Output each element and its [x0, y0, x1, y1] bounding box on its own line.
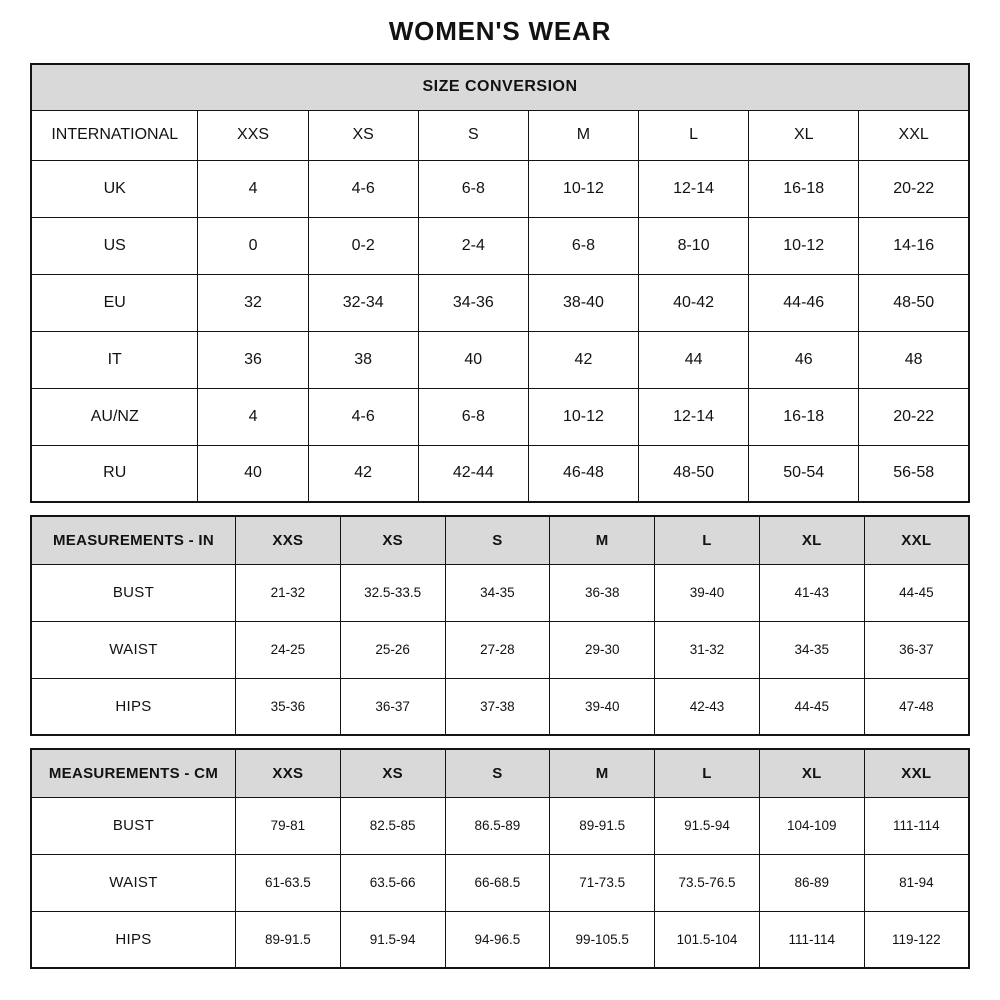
measurements-cm-size-header: XL: [759, 749, 864, 797]
size-conversion-row-label: RU: [31, 445, 198, 502]
measurements-cm-header-row: [31, 749, 969, 797]
size-conversion-value-cell: 46: [749, 331, 859, 388]
size-conversion-value-cell: 44: [639, 331, 749, 388]
measurements-in-size-header: M: [550, 516, 655, 564]
size-conversion-value-cell: 6-8: [528, 217, 638, 274]
size-conversion-row-label: AU/NZ: [31, 388, 198, 445]
size-conversion-row: [31, 274, 969, 331]
measurements-cm-value-cell: 61-63.5: [235, 854, 340, 911]
measurements-in-value-cell: 36-37: [864, 621, 969, 678]
size-conversion-body: [31, 160, 969, 502]
size-conversion-value-cell: 12-14: [639, 388, 749, 445]
measurements-cm-value-cell: 111-114: [864, 797, 969, 854]
size-conversion-value-cell: 48-50: [639, 445, 749, 502]
measurements-cm-value-cell: 73.5-76.5: [655, 854, 760, 911]
measurements-cm-size-header: XXL: [864, 749, 969, 797]
measurements-cm-row: [31, 797, 969, 854]
size-conversion-value-cell: 50-54: [749, 445, 859, 502]
measurements-cm-value-cell: 111-114: [759, 911, 864, 968]
size-conversion-value-cell: 38: [308, 331, 418, 388]
size-conversion-value-cell: 8-10: [639, 217, 749, 274]
size-conversion-value-cell: 4: [198, 388, 308, 445]
size-conversion-value-cell: 38-40: [528, 274, 638, 331]
size-conversion-title: SIZE CONVERSION: [31, 64, 969, 110]
measurements-in-value-cell: 42-43: [655, 678, 760, 735]
size-conversion-value-cell: 40: [418, 331, 528, 388]
measurements-cm-row-label: HIPS: [31, 911, 235, 968]
measurements-cm-value-cell: 91.5-94: [655, 797, 760, 854]
size-conversion-value-cell: 14-16: [859, 217, 969, 274]
size-conversion-table: [30, 63, 970, 503]
measurements-in-value-cell: 36-38: [550, 564, 655, 621]
measurements-cm-value-cell: 91.5-94: [340, 911, 445, 968]
measurements-in-value-cell: 36-37: [340, 678, 445, 735]
measurements-in-body: [31, 564, 969, 735]
size-conversion-value-cell: 10-12: [528, 388, 638, 445]
measurements-in-size-header: XXL: [864, 516, 969, 564]
size-conversion-title-row: [31, 64, 969, 110]
size-conversion-value-cell: 2-4: [418, 217, 528, 274]
size-conversion-value-cell: 42-44: [418, 445, 528, 502]
size-conversion-size-header: L: [639, 110, 749, 160]
size-conversion-value-cell: 56-58: [859, 445, 969, 502]
measurements-cm-value-cell: 79-81: [235, 797, 340, 854]
measurements-cm-value-cell: 99-105.5: [550, 911, 655, 968]
measurements-in-row: [31, 621, 969, 678]
measurements-in-value-cell: 44-45: [759, 678, 864, 735]
measurements-in-label-header: MEASUREMENTS - IN: [31, 516, 235, 564]
measurements-in-value-cell: 41-43: [759, 564, 864, 621]
measurements-in-size-header: L: [655, 516, 760, 564]
size-conversion-value-cell: 0-2: [308, 217, 418, 274]
measurements-cm-value-cell: 86.5-89: [445, 797, 550, 854]
measurements-in-value-cell: 47-48: [864, 678, 969, 735]
size-conversion-value-cell: 16-18: [749, 388, 859, 445]
size-conversion-value-cell: 20-22: [859, 388, 969, 445]
size-conversion-value-cell: 42: [308, 445, 418, 502]
size-conversion-row: [31, 331, 969, 388]
measurements-in-value-cell: 39-40: [550, 678, 655, 735]
measurements-in-value-cell: 35-36: [235, 678, 340, 735]
measurements-cm-value-cell: 89-91.5: [550, 797, 655, 854]
measurements-cm-value-cell: 119-122: [864, 911, 969, 968]
size-conversion-value-cell: 44-46: [749, 274, 859, 331]
measurements-in-value-cell: 31-32: [655, 621, 760, 678]
size-conversion-size-header: XXL: [859, 110, 969, 160]
size-conversion-row: [31, 388, 969, 445]
size-conversion-size-header: XXS: [198, 110, 308, 160]
measurements-cm-value-cell: 81-94: [864, 854, 969, 911]
size-conversion-row-label: UK: [31, 160, 198, 217]
size-conversion-row: [31, 445, 969, 502]
measurements-in-value-cell: 37-38: [445, 678, 550, 735]
size-conversion-head: [31, 64, 969, 160]
measurements-in-size-header: XXS: [235, 516, 340, 564]
size-conversion-value-cell: 32: [198, 274, 308, 331]
size-conversion-value-cell: 34-36: [418, 274, 528, 331]
measurements-in-row-label: HIPS: [31, 678, 235, 735]
size-conversion-row-label: IT: [31, 331, 198, 388]
size-conversion-header-row: [31, 110, 969, 160]
size-conversion-size-header: XL: [749, 110, 859, 160]
measurements-cm-value-cell: 94-96.5: [445, 911, 550, 968]
measurements-cm-size-header: M: [550, 749, 655, 797]
measurements-in-value-cell: 32.5-33.5: [340, 564, 445, 621]
measurements-in-value-cell: 44-45: [864, 564, 969, 621]
size-conversion-row: [31, 217, 969, 274]
size-conversion-value-cell: 6-8: [418, 160, 528, 217]
measurements-in-header-row: [31, 516, 969, 564]
measurements-cm-row-label: WAIST: [31, 854, 235, 911]
measurements-cm-value-cell: 63.5-66: [340, 854, 445, 911]
measurements-cm-size-header: L: [655, 749, 760, 797]
size-conversion-value-cell: 42: [528, 331, 638, 388]
measurements-cm-table: [30, 748, 970, 969]
measurements-cm-value-cell: 89-91.5: [235, 911, 340, 968]
size-conversion-value-cell: 10-12: [749, 217, 859, 274]
size-conversion-value-cell: 36: [198, 331, 308, 388]
size-conversion-value-cell: 48-50: [859, 274, 969, 331]
measurements-cm-value-cell: 86-89: [759, 854, 864, 911]
measurements-cm-row: [31, 911, 969, 968]
measurements-cm-row-label: BUST: [31, 797, 235, 854]
size-conversion-size-header: S: [418, 110, 528, 160]
size-conversion-size-header: XS: [308, 110, 418, 160]
measurements-cm-body: [31, 797, 969, 968]
measurements-in-value-cell: 34-35: [759, 621, 864, 678]
measurements-in-value-cell: 21-32: [235, 564, 340, 621]
size-conversion-value-cell: 46-48: [528, 445, 638, 502]
measurements-in-table: [30, 515, 970, 736]
measurements-in-value-cell: 34-35: [445, 564, 550, 621]
measurements-cm-size-header: XXS: [235, 749, 340, 797]
measurements-in-size-header: XS: [340, 516, 445, 564]
measurements-cm-size-header: S: [445, 749, 550, 797]
size-conversion-row: [31, 160, 969, 217]
measurements-in-value-cell: 27-28: [445, 621, 550, 678]
measurements-in-value-cell: 39-40: [655, 564, 760, 621]
measurements-in-value-cell: 25-26: [340, 621, 445, 678]
size-conversion-value-cell: 16-18: [749, 160, 859, 217]
size-conversion-value-cell: 4-6: [308, 388, 418, 445]
measurements-in-size-header: XL: [759, 516, 864, 564]
measurements-cm-value-cell: 104-109: [759, 797, 864, 854]
size-conversion-value-cell: 10-12: [528, 160, 638, 217]
size-conversion-label-header: INTERNATIONAL: [31, 110, 198, 160]
measurements-cm-row: [31, 854, 969, 911]
size-conversion-value-cell: 32-34: [308, 274, 418, 331]
measurements-cm-head: [31, 749, 969, 797]
size-conversion-value-cell: 6-8: [418, 388, 528, 445]
measurements-cm-value-cell: 71-73.5: [550, 854, 655, 911]
size-conversion-value-cell: 4: [198, 160, 308, 217]
measurements-in-value-cell: 24-25: [235, 621, 340, 678]
measurements-in-head: [31, 516, 969, 564]
size-conversion-value-cell: 40: [198, 445, 308, 502]
measurements-in-row: [31, 678, 969, 735]
measurements-cm-value-cell: 101.5-104: [655, 911, 760, 968]
size-conversion-value-cell: 20-22: [859, 160, 969, 217]
measurements-in-row-label: WAIST: [31, 621, 235, 678]
measurements-cm-label-header: MEASUREMENTS - CM: [31, 749, 235, 797]
measurements-in-row-label: BUST: [31, 564, 235, 621]
measurements-cm-value-cell: 82.5-85: [340, 797, 445, 854]
page-title: WOMEN'S WEAR: [388, 16, 612, 46]
size-conversion-value-cell: 40-42: [639, 274, 749, 331]
measurements-cm-value-cell: 66-68.5: [445, 854, 550, 911]
size-conversion-size-header: M: [528, 110, 638, 160]
measurements-cm-size-header: XS: [340, 749, 445, 797]
measurements-in-value-cell: 29-30: [550, 621, 655, 678]
size-conversion-value-cell: 12-14: [639, 160, 749, 217]
size-conversion-value-cell: 0: [198, 217, 308, 274]
measurements-in-row: [31, 564, 969, 621]
measurements-in-size-header: S: [445, 516, 550, 564]
size-conversion-value-cell: 48: [859, 331, 969, 388]
size-conversion-value-cell: 4-6: [308, 160, 418, 217]
size-conversion-row-label: US: [31, 217, 198, 274]
size-conversion-row-label: EU: [31, 274, 198, 331]
